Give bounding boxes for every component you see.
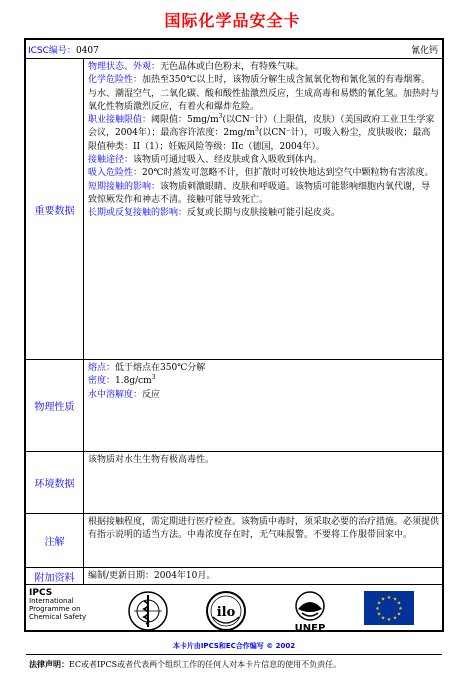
card-title: 国际化学品安全卡: [164, 11, 301, 30]
physical-properties-section: [26, 360, 442, 452]
svg-text:★: ★: [398, 606, 403, 612]
exposure-routes: 接触途径：该物质可通过吸入、经皮肤或食入吸收到体内。: [88, 155, 323, 166]
icsc-number: ICSC编号：0407: [28, 46, 99, 56]
svg-text:★: ★: [386, 595, 392, 601]
who-emblem-icon: [126, 589, 170, 633]
important-data-section: [26, 59, 442, 360]
section-content: [85, 360, 442, 451]
eu-flag-icon: [364, 591, 414, 625]
legal-row: [26, 655, 442, 677]
svg-text:★: ★: [375, 606, 380, 612]
additional-info-section: [26, 568, 442, 585]
exposure-limits: 职业接触限值：阈限值：$5mg/m^3$(以CN⁻计）（上限值，皮肤）（美国政府工业卫生学家会议，2004年）；最高容许浓度：$2mg/m^3$(以CN⁻计），可吸入粉尘，皮肤吸收；最高限值种类：II（1）；妊娠风险等级：IIc（德国，2004年）。: [88, 113, 435, 152]
notes-section: [26, 514, 442, 568]
ipcs-logo: IPCS International Programme on Chemical Safety: [29, 588, 87, 621]
section-label: 环境数据: [26, 452, 84, 513]
svg-text:★: ★: [376, 611, 382, 618]
svg-text:★: ★: [396, 600, 402, 607]
credit-line: 本卡片由IPCS和EC合作编写 © 2002: [172, 642, 296, 650]
svg-text:★: ★: [396, 611, 402, 618]
melting-point: 熔点：低于熔点在350℃分解: [88, 363, 206, 373]
svg-text:★: ★: [380, 596, 386, 603]
density: 密度：$1.8g/cm^3$: [88, 374, 156, 387]
section-label: 重要数据: [26, 59, 84, 359]
legal-statement: 法律声明：EC或者IPCS或者代表两个组织工作的任何人对本卡片信息的使用不负责任。: [29, 660, 342, 669]
long-term-effects: 长期或反复接触的影响：反复或长期与皮肤接触可能引起皮炎。: [88, 208, 341, 219]
section-label: 附加资料: [26, 568, 84, 584]
section-content: 该物质对水生生物有极高毒性。: [88, 455, 215, 465]
svg-text:★: ★: [380, 615, 386, 622]
physical-state: 物理状态、外观：无色晶体或白色粉末，有特殊气味。: [88, 62, 305, 72]
inhalation-risk: 吸入危险性：20℃时蒸发可忽略不计，但扩散时可较快地达到空气中颗粒物有害浓度。: [88, 168, 434, 179]
section-label: 注解: [26, 514, 84, 567]
svg-text:★: ★: [386, 617, 392, 623]
svg-text:★: ★: [392, 615, 398, 622]
section-content: [85, 59, 442, 359]
unep-emblem-icon: [288, 589, 332, 633]
svg-text:UNEP: UNEP: [294, 623, 326, 633]
section-content: 根据接触程度，需定期进行医疗检查。该物质中毒时，须采取必要的治疗措施。必须提供有指示说明的适当方法。中毒浓度存在时，无气味报警。不要将工作服带回家中。: [88, 517, 440, 541]
environment-section: [26, 452, 442, 514]
ilo-emblem-icon: [204, 589, 248, 633]
water-solubility: 水中溶解度：反应: [88, 389, 161, 400]
substance-name: 氰化钙: [410, 46, 438, 56]
svg-text:★: ★: [392, 596, 398, 603]
safety-card: [24, 38, 444, 669]
icsc-row: [26, 40, 442, 59]
svg-text:ilo: ilo: [216, 605, 236, 620]
short-term-effects: 短期接触的影响：该物质刺激眼睛、皮肤和呼吸道。该物质可能影响细胞内氧代谢，导致惊厥发作和神志不清。接触可能导致死亡。: [88, 181, 431, 205]
chemical-hazard: 化学危险性：加热至350℃以上时，该物质分解生成含氮氧化物和氰化氢的有毒烟雾。与水、潮湿空气，二氧化碳、酸和酸性盐激烈反应，生成高毒和易燃的氰化氢。加热时与氧化性物质激烈反应，有着火和爆炸危险。: [88, 75, 440, 112]
section-content: 编制/更新日期：2004年10月。: [88, 571, 216, 581]
logo-row: [26, 585, 442, 655]
section-label: 物理性质: [26, 360, 84, 451]
svg-text:★: ★: [376, 600, 382, 607]
